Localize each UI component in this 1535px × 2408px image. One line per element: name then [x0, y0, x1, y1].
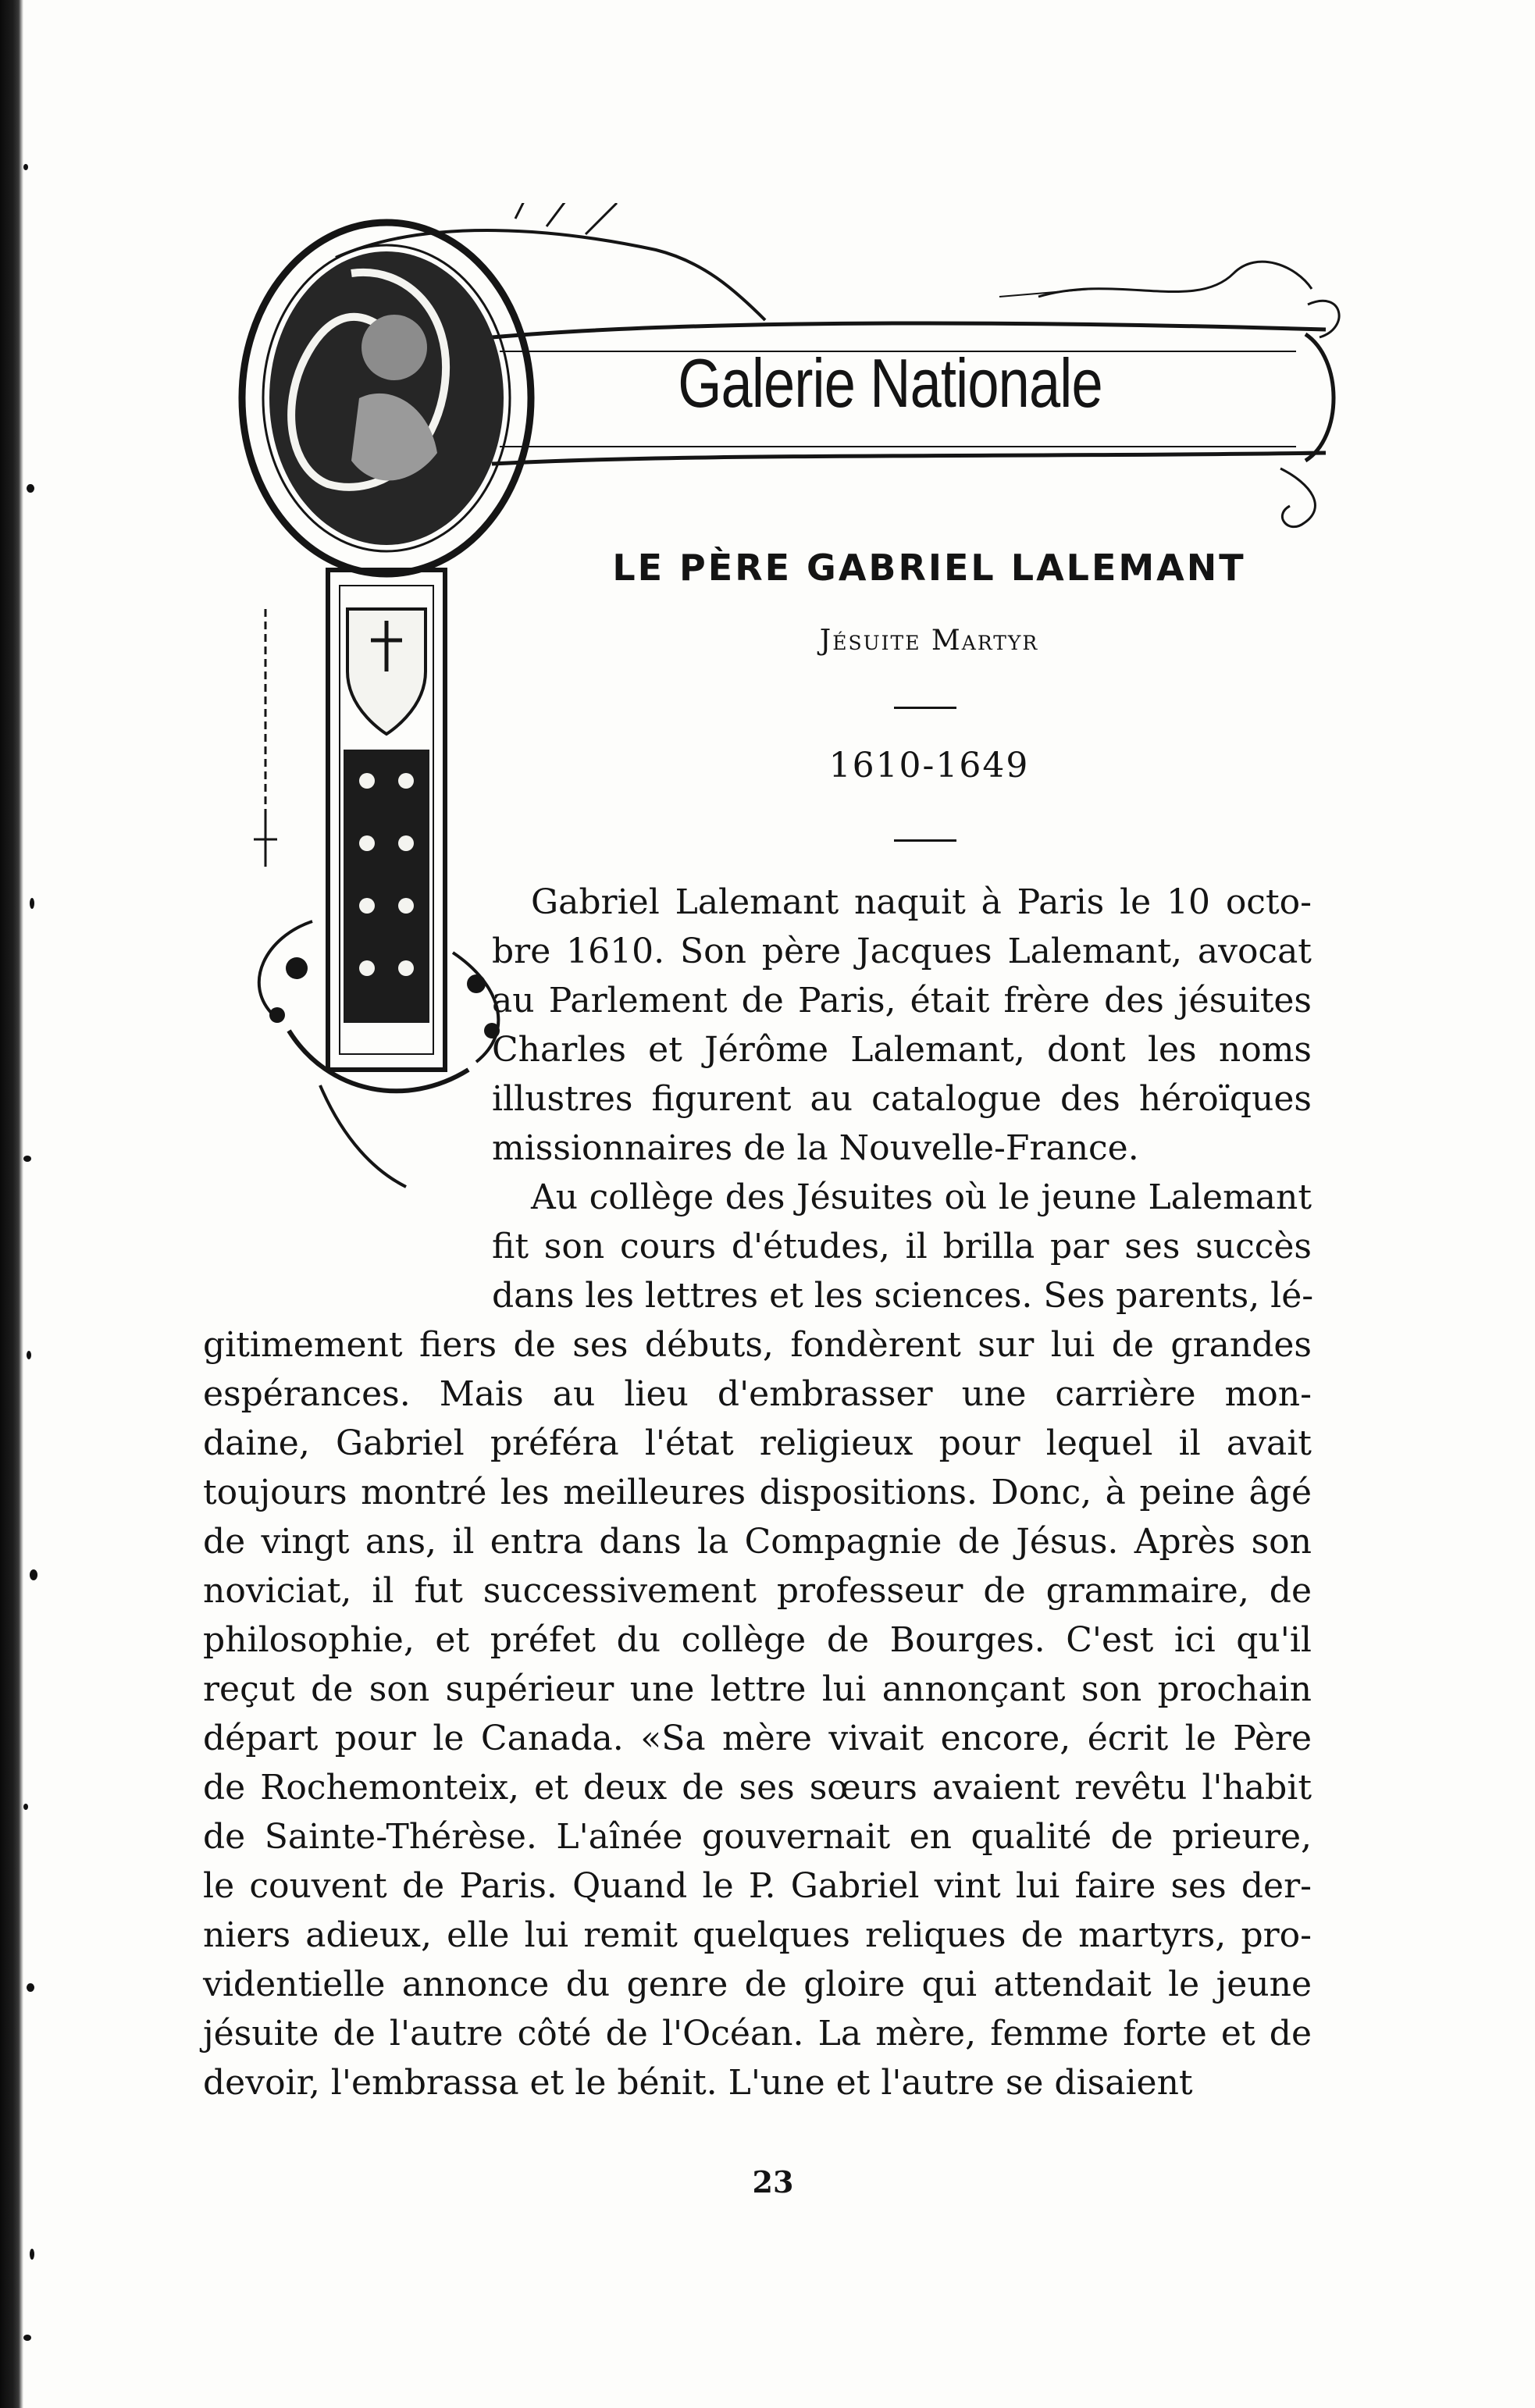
text-line: reçut de son supérieur une lettre lui annonçant son prochain	[203, 1669, 1312, 1709]
text-line: espérances. Mais au lieu d'embrasser une carrière mon-	[203, 1374, 1312, 1414]
text-line: illustres figurent au catalogue des héroïques	[492, 1079, 1312, 1119]
text-line: daine, Gabriel préféra l'état religieux pour lequel il avait	[203, 1423, 1312, 1463]
text-line: jésuite de l'autre côté de l'Océan. La mère, femme forte et de	[203, 2014, 1312, 2054]
banner-title: Galerie Nationale	[678, 344, 1102, 422]
text-line: Charles et Jérôme Lalemant, dont les noms	[492, 1030, 1312, 1070]
text-line: toujours montré les meilleures dispositions. Donc, à peine âgé	[203, 1473, 1312, 1512]
text-line: noviciat, il fut successivement professeur de grammaire, de	[203, 1571, 1312, 1611]
spine-speck	[23, 164, 28, 170]
text-line: Gabriel Lalemant naquit à Paris le 10 octo-	[531, 882, 1312, 922]
text-line: videntielle annonce du genre de gloire qui attendait le jeune	[203, 1965, 1312, 2004]
spine-speck	[30, 1569, 37, 1580]
article-subheading: Jésuite Martyr	[819, 625, 1039, 657]
text-line: départ pour le Canada. «Sa mère vivait encore, écrit le Père	[203, 1719, 1312, 1758]
page-number: 23	[752, 2164, 794, 2200]
text-line: fit son cours d'études, il brilla par ses succès	[492, 1227, 1312, 1266]
text-line: Au collège des Jésuites où le jeune Lalemant	[531, 1177, 1312, 1217]
spine-speck	[23, 1804, 28, 1810]
article-heading: LE PÈRE GABRIEL LALEMANT	[612, 547, 1246, 589]
text-line: gitimement fiers de ses débuts, fondèrent sur lui de grandes	[203, 1325, 1312, 1365]
spine-speck	[27, 1983, 34, 1992]
text-line: missionnaires de la Nouvelle-France.	[492, 1128, 1139, 1168]
spine-speck	[30, 898, 34, 909]
book-spine-shadow	[0, 0, 23, 2408]
text-line: de Sainte-Thérèse. L'aînée gouvernait en qualité de prieure,	[203, 1817, 1312, 1857]
text-line: dans les lettres et les sciences. Ses parents, lé-	[492, 1276, 1314, 1316]
text-line: de vingt ans, il entra dans la Compagnie de Jésus. Après son	[203, 1522, 1312, 1562]
spine-speck	[27, 484, 34, 493]
text-line: philosophie, et préfet du collège de Bourges. C'est ici qu'il	[203, 1620, 1312, 1660]
text-line: le couvent de Paris. Quand le P. Gabriel vint lui faire ses der-	[203, 1866, 1312, 1906]
text-line: bre 1610. Son père Jacques Lalemant, avocat	[492, 931, 1312, 971]
text-line: au Parlement de Paris, était frère des jésuites	[492, 981, 1312, 1021]
text-line: niers adieux, elle lui remit quelques reliques de martyrs, pro-	[203, 1915, 1312, 1955]
spine-speck	[30, 2249, 34, 2260]
life-dates: 1610-1649	[828, 746, 1030, 785]
text-line: devoir, l'embrassa et le bénit. L'une et l'autre se disaient	[203, 2063, 1193, 2103]
spine-speck	[27, 1351, 31, 1359]
text-line: de Rochemonteix, et deux de ses sœurs avaient revêtu l'habit	[203, 1768, 1312, 1808]
spine-speck	[23, 1156, 31, 1162]
divider-rule	[894, 707, 956, 709]
divider-rule	[894, 839, 956, 842]
spine-speck	[23, 2335, 31, 2341]
